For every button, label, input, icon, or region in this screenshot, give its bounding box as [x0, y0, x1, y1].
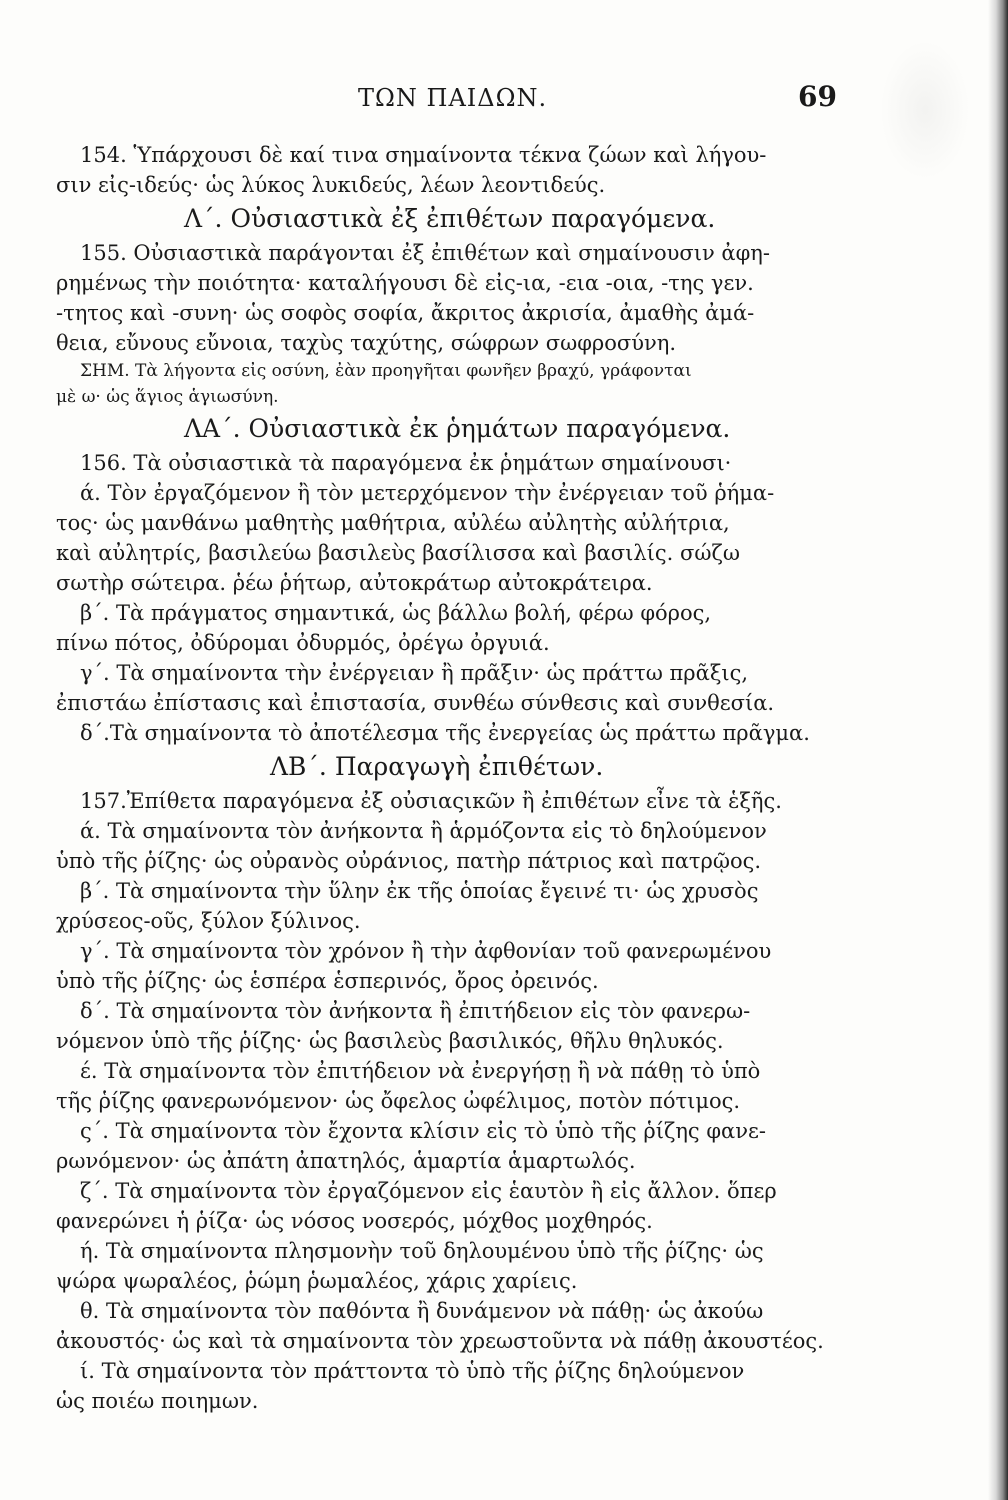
text-line: β΄. Τὰ σημαίνοντα τὴν ὕλην ἐκ τῆς ὁποίας ἔγεινέ τι· ὡς χρυσὸς [80, 879, 759, 903]
text-line: γ΄. Τὰ σημαίνοντα τὴν ἐνέργειαν ἢ πρᾶξιν· ὡς πράττω πρᾶξις, [80, 661, 749, 685]
text-line: σιν εἰς-ιδεύς· ὡς λύκος λυκιδεύς, λέων λεοντιδεύς. [56, 173, 606, 197]
text-line: ά. Τὰ σημαίνοντα τὸν ἀνήκοντα ἢ ἁρμόζοντα εἰς τὸ δηλούμενον [80, 819, 767, 843]
section-heading: ΛΑ΄. Οὐσιαστικὰ ἐκ ῥημάτων παραγόμενα. [184, 414, 731, 443]
text-line: ά. Τὸν ἐργαζόμενον ἢ τὸν μετερχόμενον τὴν ἐνέργειαν τοῦ ῥήμα- [80, 481, 775, 505]
text-line: σωτὴρ σώτειρα. ῥέω ῥήτωρ, αὐτοκράτωρ αὐτοκράτειρα. [56, 571, 653, 595]
text-line: ὑπὸ τῆς ῥίζης· ὡς οὐρανὸς οὐράνιος, πατὴρ πάτριος καὶ πατρῷος. [56, 849, 762, 873]
page-body [56, 140, 856, 1416]
page-edge-shadow [988, 0, 1008, 1500]
text-line: νόμενον ὑπὸ τῆς ῥίζης· ὡς βασιλεὺς βασιλικός, θῆλυ θηλυκός. [56, 1029, 724, 1053]
page-number: 69 [798, 80, 837, 113]
text-line: ί. Τὰ σημαίνοντα τὸν πράττοντα τὸ ὑπὸ τῆς ῥίζης δηλούμενον [80, 1359, 745, 1383]
text-line: δ΄.Τὰ σημαίνοντα τὸ ἀποτέλεσμα τῆς ἐνεργείας ὡς πράττω πρᾶγμα. [80, 721, 810, 745]
text-line: ΣΗΜ. Τὰ λήγοντα εἰς οσύνη, ἐὰν προηγῆται φωνῆεν βραχύ, γράφονται [80, 361, 692, 381]
text-line: γ΄. Τὰ σημαίνοντα τὸν χρόνον ἢ τὴν ἀφθονίαν τοῦ φανερωμένου [80, 939, 772, 963]
text-line: φανερώνει ἡ ῥίζα· ὡς νόσος νοσερός, μόχθος μοχθηρός. [56, 1209, 653, 1233]
section-heading: Λ΄. Οὐσιαστικὰ ἐξ ἐπιθέτων παραγόμενα. [184, 204, 716, 233]
text-line: ρημένως τὴν ποιότητα· καταλήγουσι δὲ εἰς-ια, -εια -οια, -της γεν. [56, 271, 754, 295]
text-line: ἀκουστός· ὡς καὶ τὰ σημαίνοντα τὸν χρεωστοῦντα νὰ πάθῃ ἀκουστέος. [56, 1329, 824, 1353]
text-line: τῆς ῥίζης φανερωνόμενον· ὡς ὄφελος ὠφέλιμος, ποτὸν πότιμος. [56, 1089, 741, 1113]
text-line: χρύσεος-οῦς, ξύλον ξύλινος. [56, 909, 361, 933]
text-line: θ. Τὰ σημαίνοντα τὸν παθόντα ἢ δυνάμενον νὰ πάθῃ· ὡς ἀκούω [80, 1299, 764, 1323]
text-line: ς΄. Τὰ σημαίνοντα τὸν ἔχοντα κλίσιν εἰς τὸ ὑπὸ τῆς ῥίζης φανε- [80, 1119, 766, 1143]
text-line: 157.Ἐπίθετα παραγόμενα ἐξ οὐσιαςικῶν ἢ ἐπιθέτων εἶνε τὰ ἑξῆς. [80, 789, 782, 813]
text-line: ὑπὸ τῆς ῥίζης· ὡς ἑσπέρα ἑσπερινός, ὄρος ὀρεινός. [56, 969, 599, 993]
section-heading: ΛΒ΄. Παραγωγὴ ἐπιθέτων. [270, 752, 604, 781]
text-line: μὲ ω· ὡς ἅγιος ἁγιωσύνη. [56, 387, 279, 407]
text-line: πίνω πότος, ὀδύρομαι ὀδυρμός, ὀρέγω ὀργυιά. [56, 631, 550, 655]
text-line: ψώρα ψωραλέος, ῥώμη ῥωμαλέος, χάρις χαρίεις. [56, 1269, 578, 1293]
running-title: ΤΩΝ ΠΑΙΔΩΝ. [358, 84, 548, 112]
text-line: ή. Τὰ σημαίνοντα πλησμονὴν τοῦ δηλουμένου ὑπὸ τῆς ῥίζης· ὡς [80, 1239, 764, 1263]
text-line: -τητος καὶ -συνη· ὡς σοφὸς σοφία, ἄκριτος ἀκρισία, ἀμαθὴς ἀμά- [56, 301, 755, 325]
text-line: τος· ὡς μανθάνω μαθητὴς μαθήτρια, αὐλέω αὐλητὴς αὐλήτρια, [56, 511, 730, 535]
text-line: 156. Τὰ οὐσιαστικὰ τὰ παραγόμενα ἐκ ῥημάτων σημαίνουσι· [80, 451, 732, 475]
text-line: β΄. Τὰ πράγματος σημαντικά, ὡς βάλλω βολή, φέρω φόρος, [80, 601, 712, 625]
text-line: ζ΄. Τὰ σημαίνοντα τὸν ἐργαζόμενον εἰς ἑαυτὸν ἢ εἰς ἄλλον. ὅπερ [80, 1179, 777, 1203]
text-line: δ΄. Τὰ σημαίνοντα τὸν ἀνήκοντα ἢ ἐπιτήδειον εἰς τὸν φανερω- [80, 999, 751, 1023]
text-line: ἐπιστάω ἐπίστασις καὶ ἐπιστασία, συνθέω σύνθεσις καὶ συνθεσία. [56, 691, 775, 715]
text-line: 154. Ὑπάρχουσι δὲ καί τινα σημαίνοντα τέκνα ζώων καὶ λήγου- [80, 143, 767, 167]
text-line: έ. Τὰ σημαίνοντα τὸν ἐπιτήδειον νὰ ἐνεργήσῃ ἢ νὰ πάθῃ τὸ ὑπὸ [80, 1059, 761, 1083]
text-line: θεια, εὔνους εὔνοια, ταχὺς ταχύτης, σώφρων σωφροσύνη. [56, 331, 677, 355]
text-line: καὶ αὐλητρίς, βασιλεύω βασιλεὺς βασίλισσα καὶ βασιλίς. σώζω [56, 541, 740, 565]
page-header [0, 80, 1008, 120]
text-line: 155. Οὐσιαστικὰ παράγονται ἐξ ἐπιθέτων καὶ σημαίνουσιν ἀφη- [80, 241, 770, 265]
text-line: ρωνόμενον· ὡς ἀπάτη ἀπατηλός, ἁμαρτία ἁμαρτωλός. [56, 1149, 636, 1173]
text-line: ὡς ποιέω ποιημων. [56, 1389, 259, 1413]
